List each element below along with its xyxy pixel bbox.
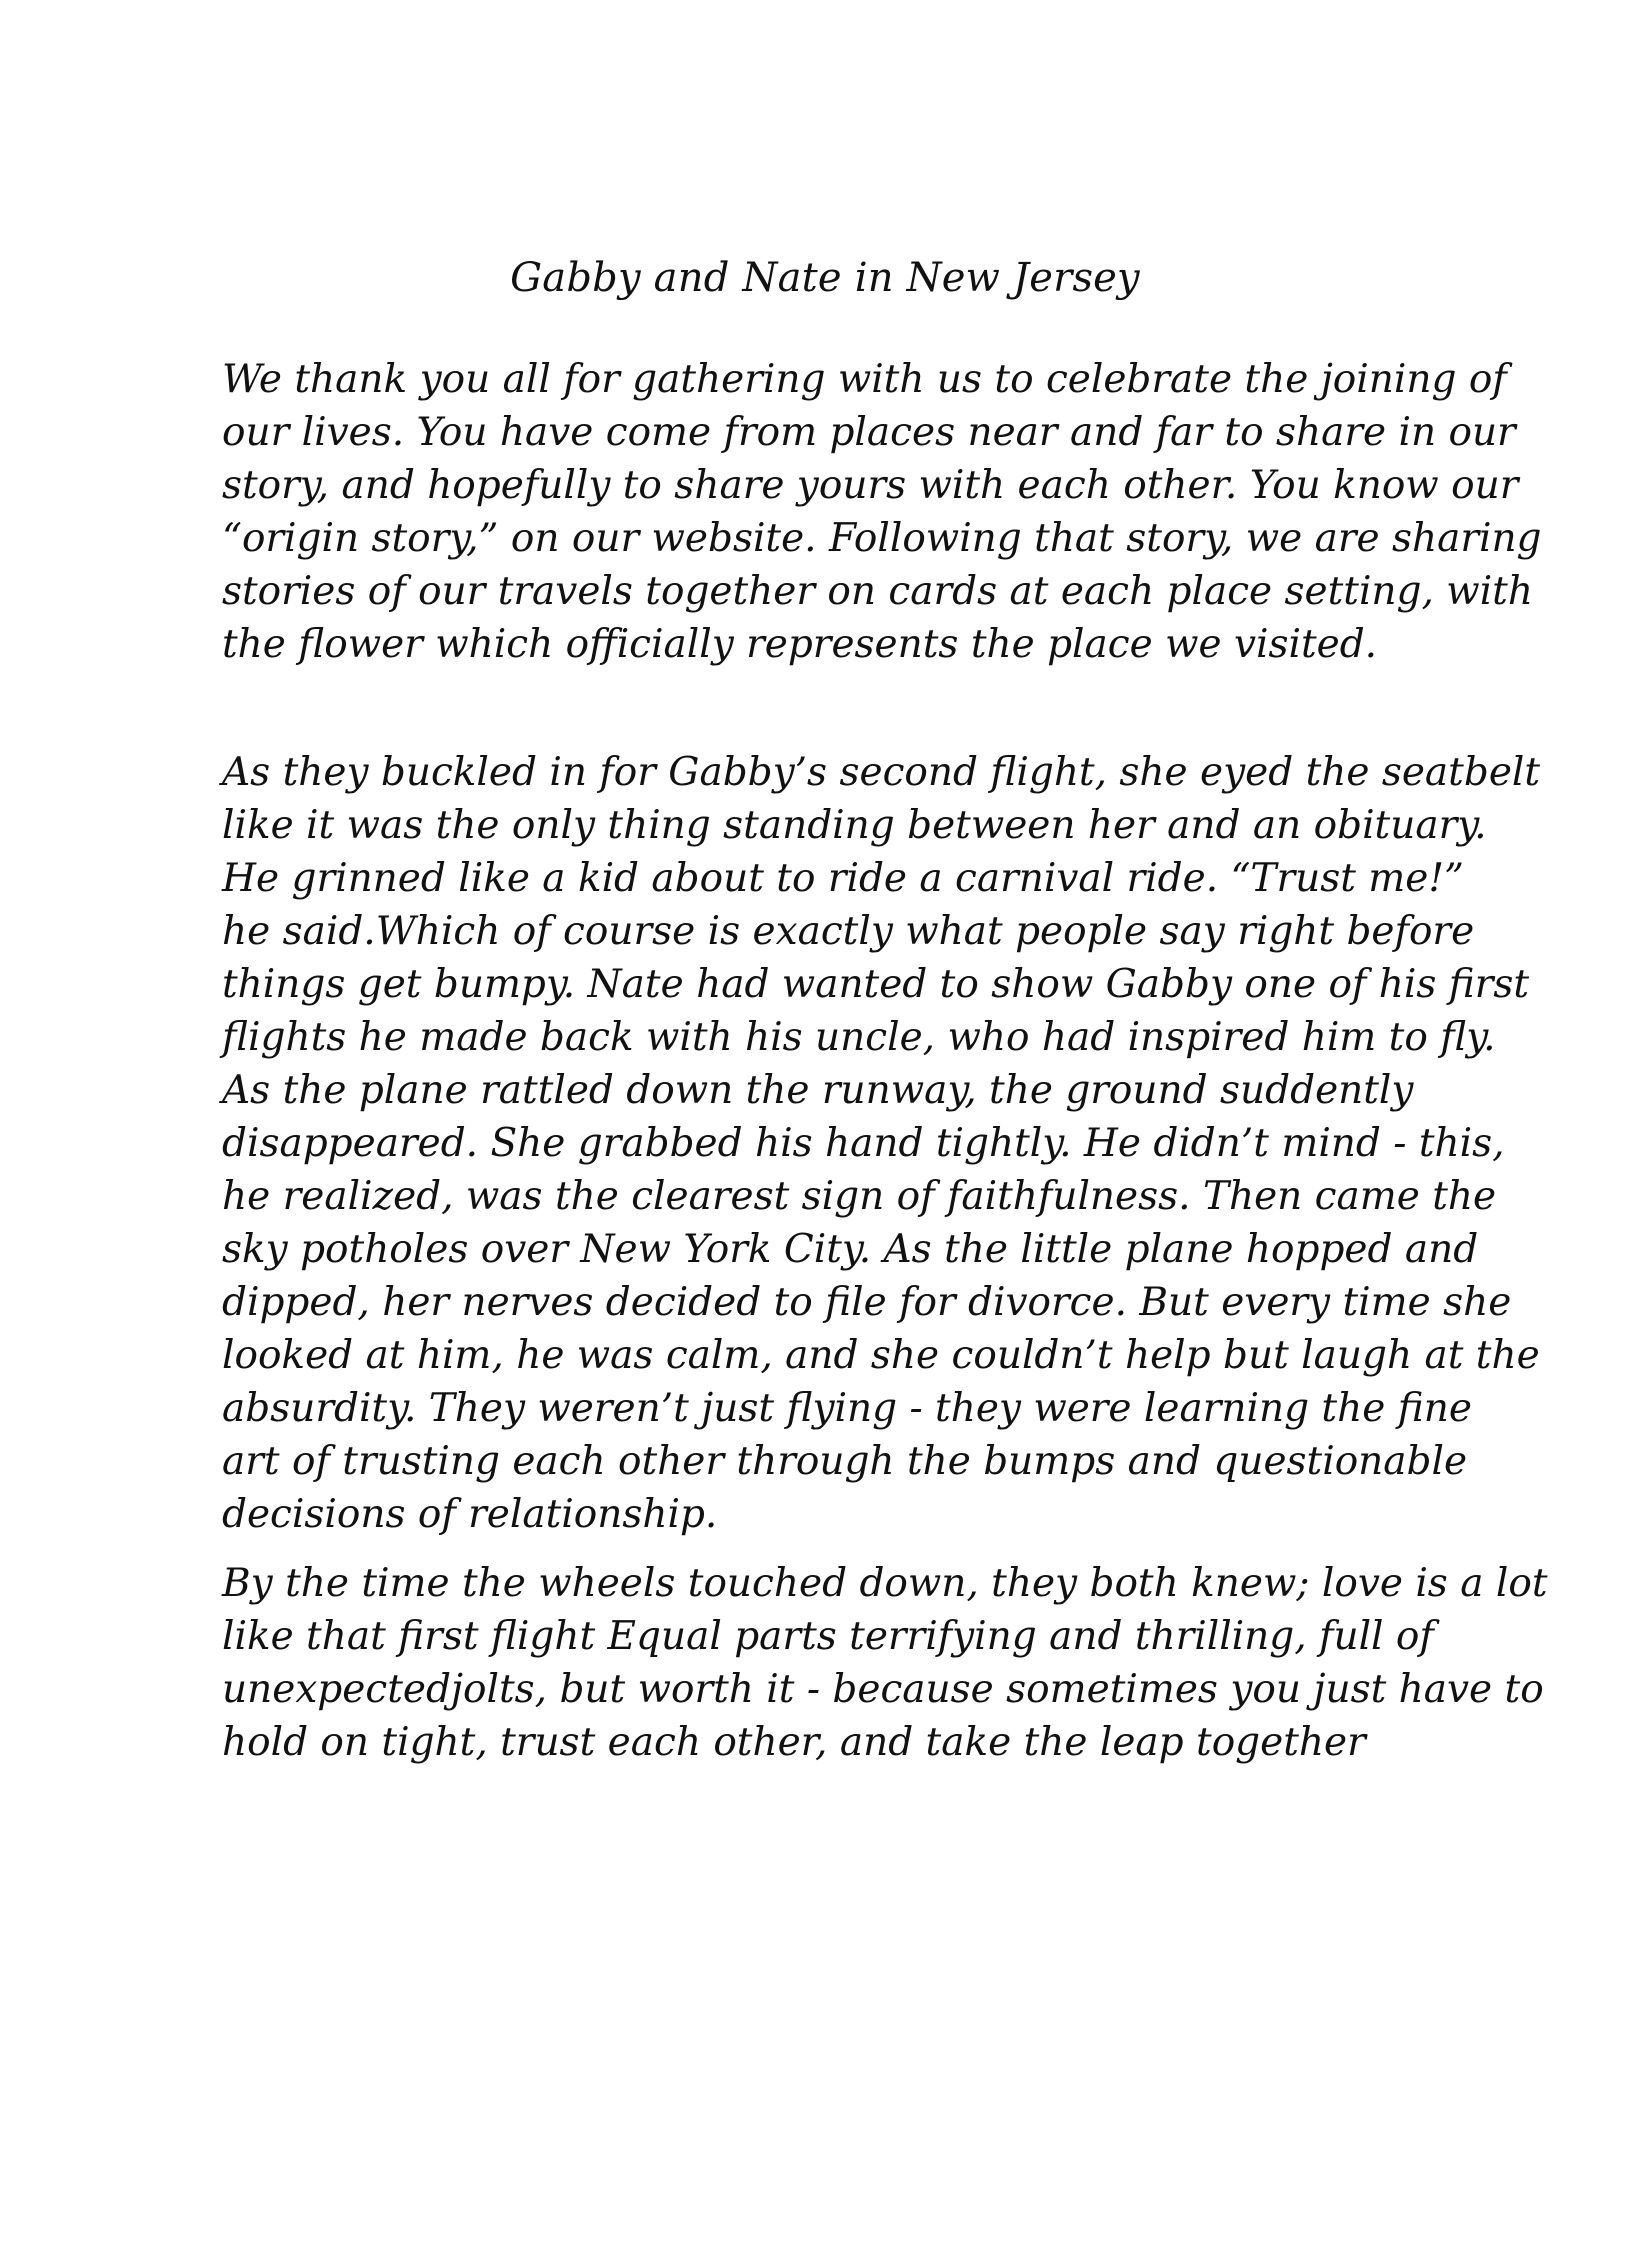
text-line: “origin story,” on our website. Following that story, we are sharing — [222, 516, 1542, 561]
text-line: stories of our travels together on cards at each place setting, with — [222, 569, 1533, 614]
text-line: absurdity. They weren’t just flying - they were learning the fine — [222, 1386, 1472, 1431]
text-line: dipped, her nerves decided to file for divorce. But every time she — [222, 1280, 1512, 1325]
text-line: like it was the only thing standing between her and an obituary. — [222, 803, 1487, 848]
text-line: flights he made back with his uncle, who had inspired him to fly. — [222, 1015, 1496, 1060]
text-line: our lives. You have come from places near and far to share in our — [222, 410, 1516, 455]
text-line: sky potholes over New York City. As the little plane hopped and — [222, 1227, 1479, 1272]
text-line: disappeared. She grabbed his hand tightly. He didn’t mind - this, — [222, 1121, 1505, 1166]
text-line: story, and hopefully to share yours with each other. You know our — [222, 463, 1519, 508]
text-line: he said.Which of course is exactly what people say right before — [222, 909, 1475, 954]
text-line: As the plane rattled down the runway, the ground suddently — [222, 1068, 1414, 1113]
text-line: decisions of relationship. — [222, 1492, 718, 1537]
text-line: unexpectedjolts, but worth it - because sometimes you just have to — [222, 1667, 1544, 1712]
intro-paragraph — [222, 353, 1542, 671]
text-line: looked at him, he was calm, and she couldn’t help but laugh at the — [222, 1333, 1540, 1378]
text-line: the flower which officially represents the place we visited. — [222, 622, 1378, 667]
text-line: By the time the wheels touched down, they both knew; love is a lot — [222, 1561, 1548, 1606]
document-title: Gabby and Nate in New Jersey — [510, 255, 1140, 301]
ending-paragraph — [222, 1557, 1548, 1769]
text-line: As they buckled in for Gabby’s second flight, she eyed the seatbelt — [222, 750, 1541, 795]
text-line: like that first flight Equal parts terrifying and thrilling, full of — [222, 1614, 1434, 1659]
text-line: We thank you all for gathering with us to celebrate the joining of — [222, 357, 1507, 402]
text-line: things get bumpy. Nate had wanted to show Gabby one of his first — [222, 962, 1530, 1007]
text-line: art of trusting each other through the bumps and questionable — [222, 1439, 1468, 1484]
text-line: he realized, was the clearest sign of faithfulness. Then came the — [222, 1174, 1497, 1219]
text-line: hold on tight, trust each other, and take the leap together — [222, 1720, 1366, 1765]
story-paragraph — [222, 746, 1541, 1541]
text-line: He grinned like a kid about to ride a carnival ride. “Trust me!” — [222, 856, 1464, 901]
